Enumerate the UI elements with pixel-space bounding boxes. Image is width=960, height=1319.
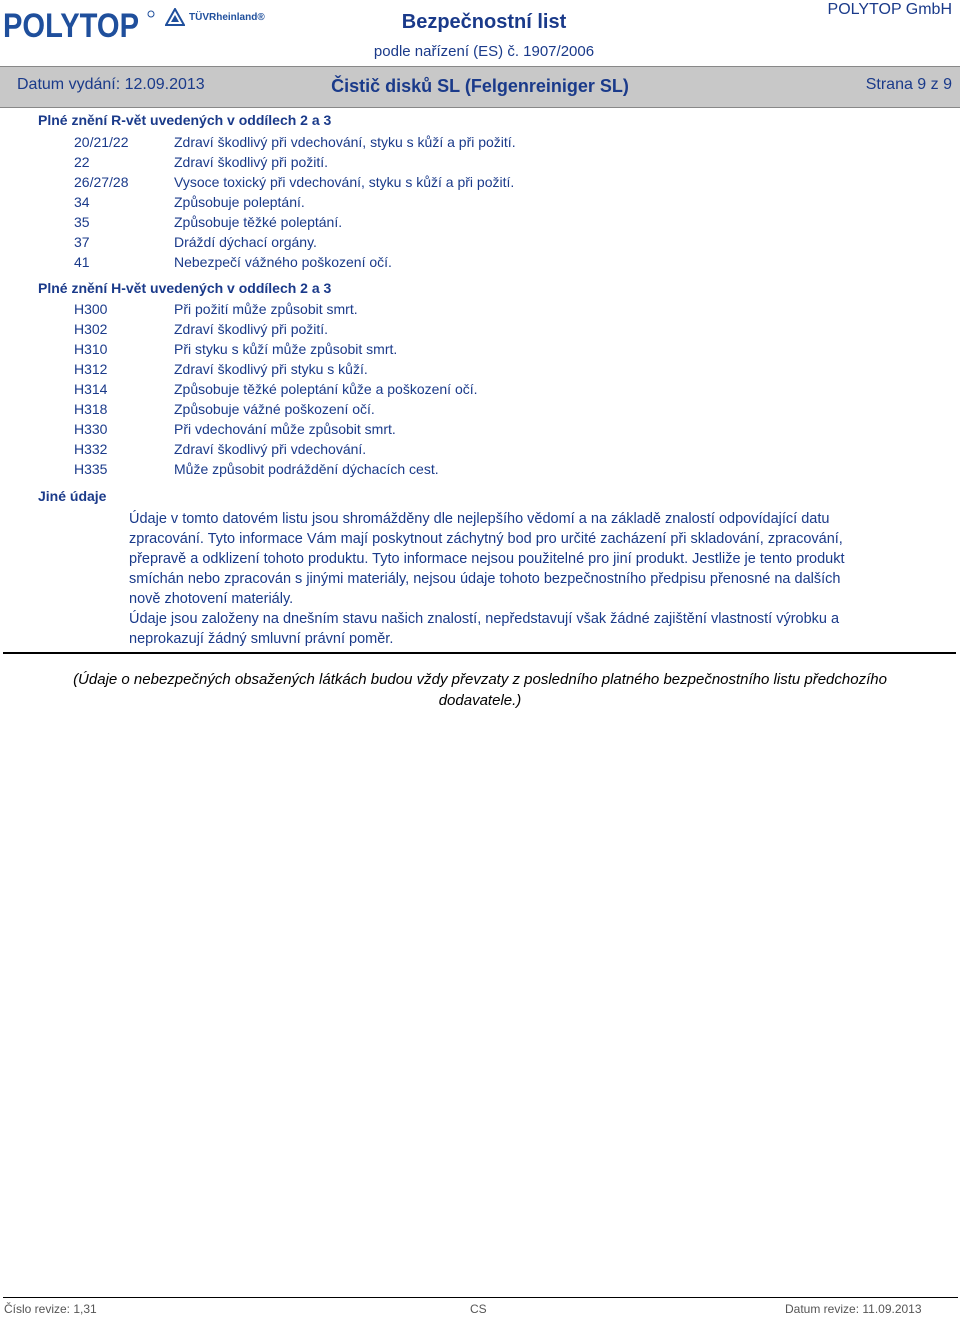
phrase-text: Dráždí dýchací orgány. [174,234,317,250]
phrase-code: H332 [74,441,108,457]
product-name: Čistič disků SL (Felgenreiniger SL) [331,76,629,96]
revision-number: Číslo revize: 1,31 [4,1302,97,1316]
other-info-text [129,509,859,649]
phrase-code: 35 [74,214,90,230]
revision-date: Datum revize: 11.09.2013 [785,1302,922,1316]
phrase-code: H300 [74,301,108,317]
phrase-text: Při vdechování může způsobit smrt. [174,421,396,437]
phrase-text: Způsobuje poleptání. [174,194,305,210]
phrase-text: Při styku s kůží může způsobit smrt. [174,341,398,357]
document-subtitle: podle nařízení (ES) č. 1907/2006 [373,43,595,60]
phrase-code: H330 [74,421,108,437]
other-info-heading: Jiné údaje [38,488,107,504]
other-info-paragraph: Údaje v tomto datovém listu jsou shromážděny dle nejlepšího vědomí a na základě znalostí odpovídající datu zpracování. Tyto informace Vám mají poskytnout záchytný bod pro určité zacházení při skladování, zpracování, přepravě a odklizení tohoto produktu. Tyto informace nejsou použitelné pro jiní produkt. Jestliže je tento produkt smíchán nebo zpracován s jinými materiály, nejsou údaje tohoto bezpečnostního předpisu přenosné na dalších nově zhotovení materiály. [129,511,845,607]
phrase-code: 20/21/22 [74,134,129,150]
r-phrases-heading: Plné znění R-vět uvedených v oddílech 2 a 3 [38,112,332,128]
phrase-code: 34 [74,194,90,210]
h-phrases-heading: Plné znění H-vět uvedených v oddílech 2 a 3 [38,280,332,296]
polytop-logo-text: POLYTOP [3,7,139,44]
phrase-text: Zdraví škodlivý při vdechování. [174,441,367,457]
r-phrase-row [74,194,305,210]
phrase-code: 22 [74,154,90,170]
h-phrase-row [74,321,328,337]
r-phrase-row [74,154,328,170]
section-divider [3,652,956,654]
supplier-note: (Údaje o nebezpečných obsažených látkách budou vždy převzaty z posledního platného bezpečnostního listu předchozího dodavatele.) [73,671,887,709]
tuv-logo-text: TÜVRheinland® [189,11,265,23]
r-phrase-row [74,174,514,190]
tuv-triangle-icon [165,8,185,26]
h-phrase-row [74,461,439,477]
h-phrase-row [74,341,397,357]
phrase-text: Může způsobit podráždění dýchacích cest. [174,461,439,477]
phrase-code: 37 [74,234,90,250]
h-phrase-row [74,441,366,457]
phrase-text: Zdraví škodlivý při požití. [174,321,329,337]
phrase-text: Způsobuje těžké poleptání. [174,214,343,230]
phrase-text: Způsobuje vážné poškození očí. [174,401,375,417]
phrase-text: Zdraví škodlivý při vdechování, styku s kůží a při požití. [174,134,516,150]
phrase-code: H312 [74,361,108,377]
phrase-code: H318 [74,401,108,417]
other-info-paragraph: Údaje jsou založeny na dnešním stavu našich znalostí, nepředstavují však žádné zajištění vlastností výrobku a neprokazují žádný smluvní právní poměr. [129,611,840,647]
page-number: Strana 9 z 9 [865,76,952,93]
phrase-code: 26/27/28 [74,174,129,190]
h-phrase-row [74,401,375,417]
phrase-text: Zdraví škodlivý při styku s kůží. [174,361,368,377]
phrase-code: H314 [74,381,108,397]
r-phrase-row [74,214,342,230]
h-phrase-row [74,301,358,317]
r-phrase-row [74,134,516,150]
phrase-text: Při požití může způsobit smrt. [174,301,358,317]
h-phrase-row [74,421,396,437]
phrase-code: H310 [74,341,108,357]
phrase-text: Vysoce toxický při vdechování, styku s kůží a při požití. [174,174,515,190]
h-phrase-row [74,381,478,397]
polytop-logo [2,4,156,44]
h-phrase-row [74,361,368,377]
phrase-text: Nebezpečí vážného poškození očí. [174,254,392,270]
r-phrase-row [74,254,392,270]
phrase-code: 41 [74,254,90,270]
tuv-rheinland-logo [165,7,265,27]
phrase-text: Způsobuje těžké poleptání kůže a poškození očí. [174,381,478,397]
phrase-code: H302 [74,321,108,337]
language-code: CS [470,1302,487,1316]
company-name: POLYTOP GmbH [827,1,952,18]
r-phrase-row [74,234,317,250]
footer-divider [3,1297,958,1298]
issue-date: Datum vydání: 12.09.2013 [17,76,205,93]
phrase-text: Zdraví škodlivý při požití. [174,154,329,170]
document-title: Bezpečnostní list [401,11,567,33]
phrase-code: H335 [74,461,108,477]
